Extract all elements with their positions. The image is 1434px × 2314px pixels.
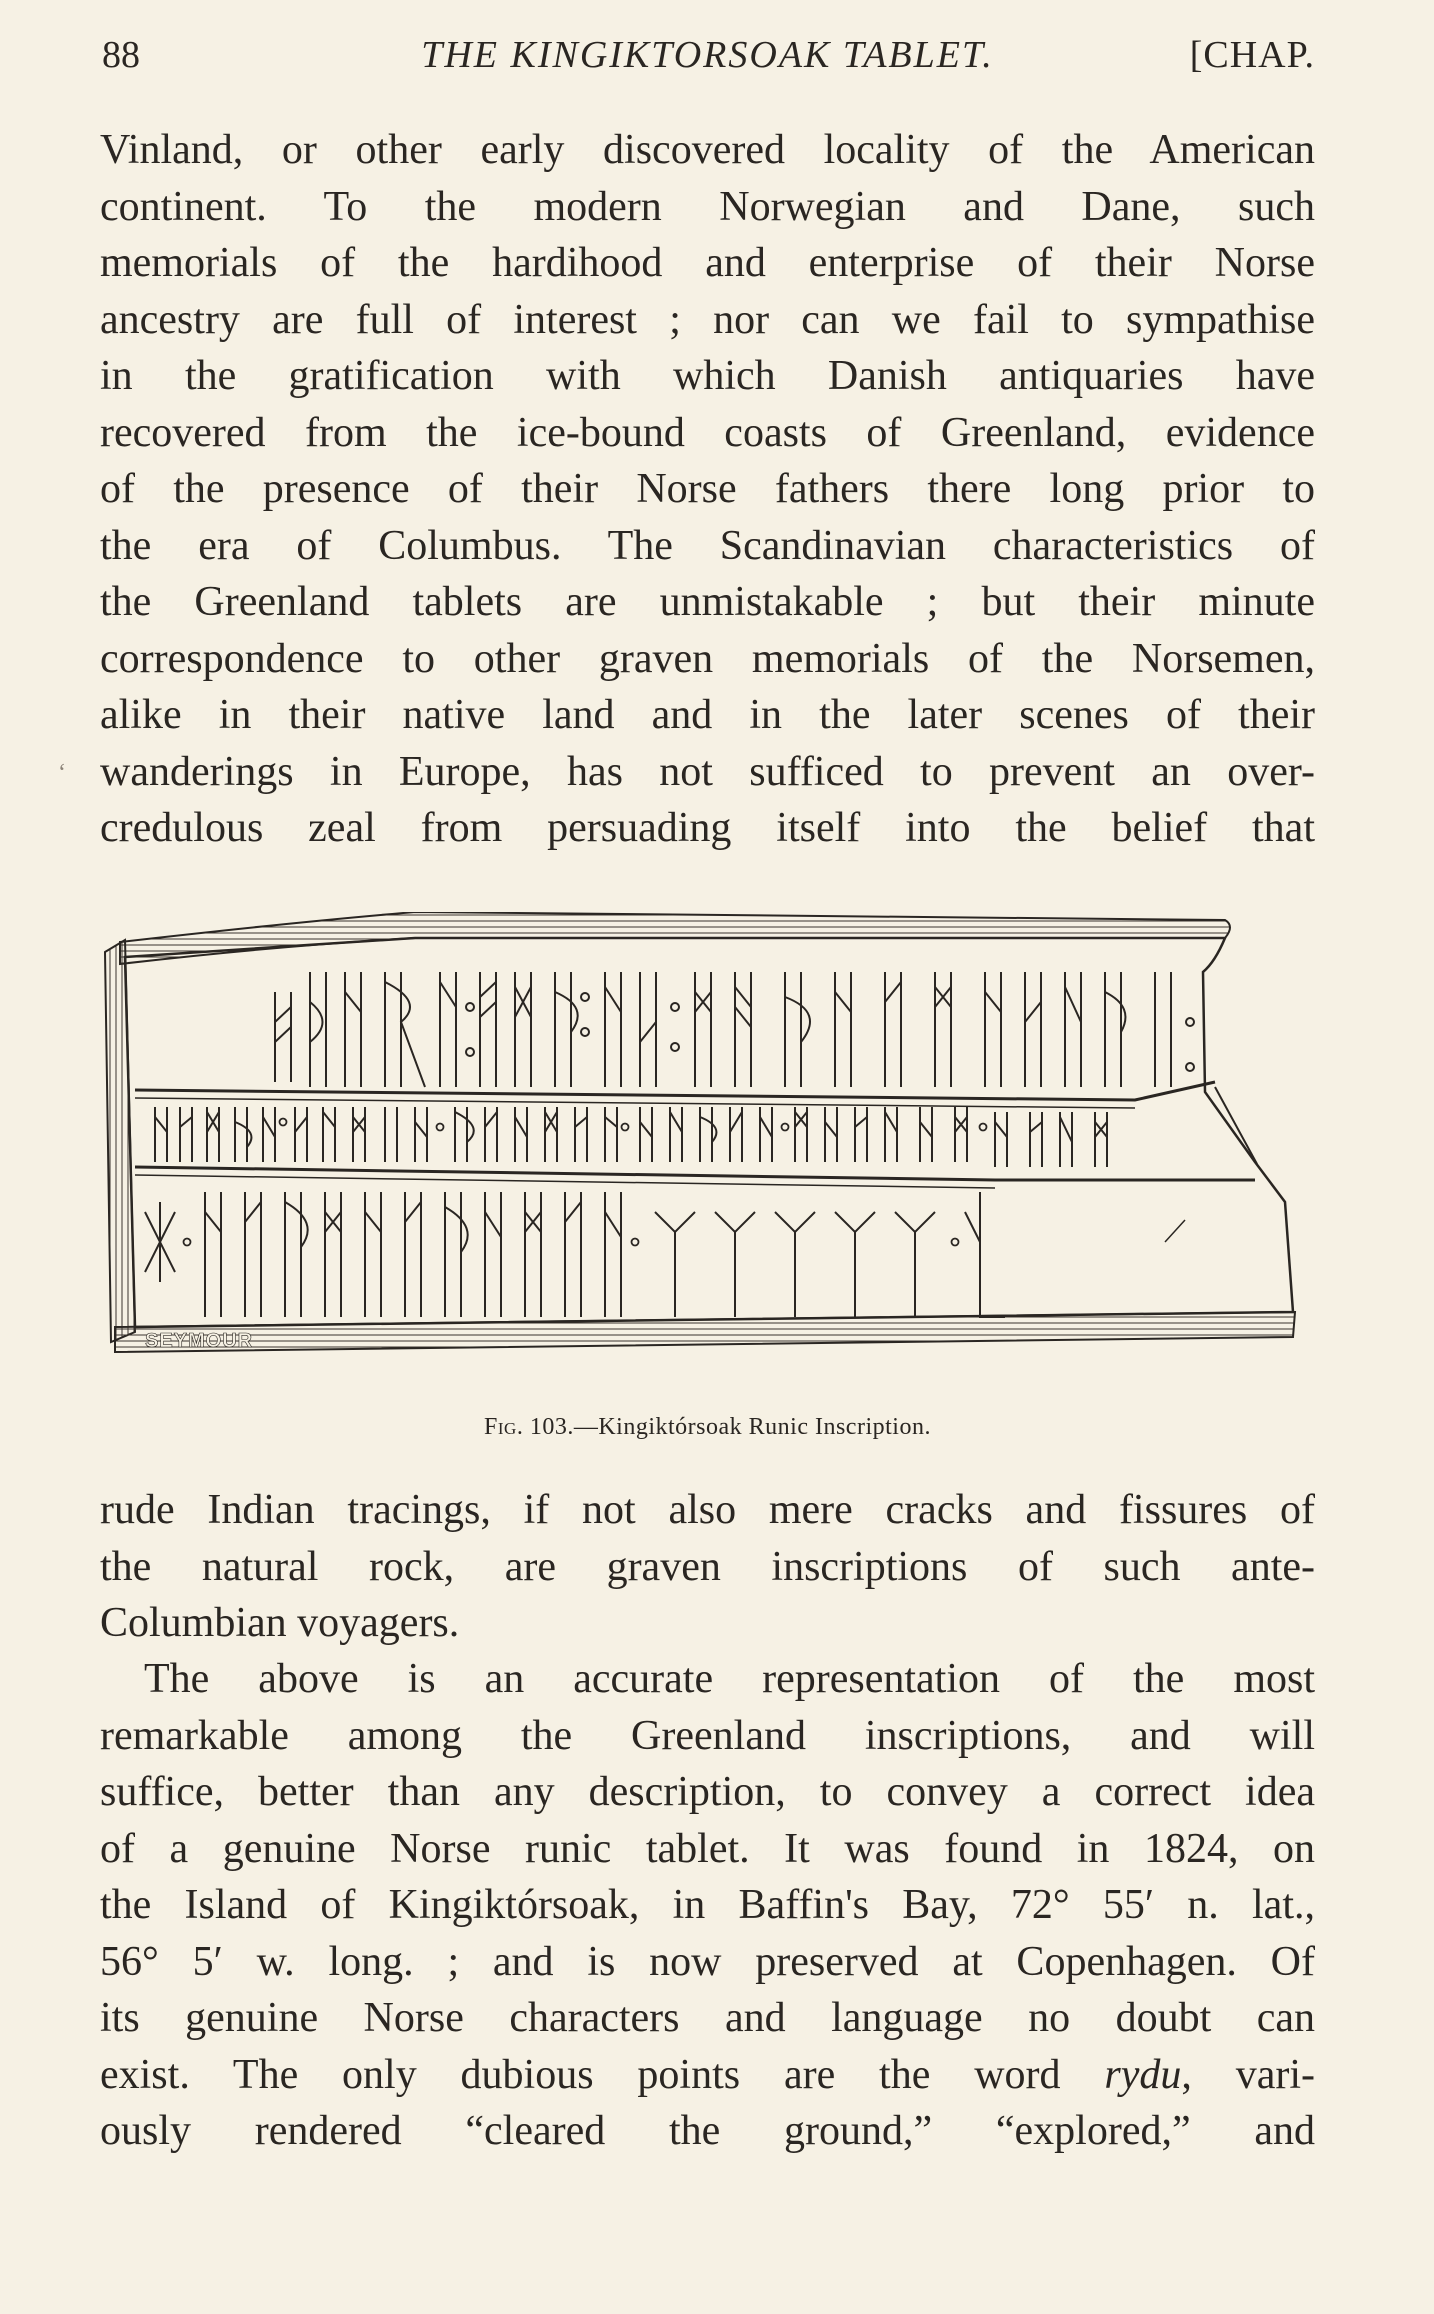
text-line: 56° 5′ w. long. ; and is now preserved at Copenhagen. Of <box>100 1938 1315 1985</box>
text-line: ously rendered “cleared the ground,” “explored,” and <box>100 2108 1315 2154</box>
text-line: suffice, better than any description, to convey a correct idea <box>100 1769 1315 1815</box>
figure-caption-text: —Kingiktórsoak Runic Inscription. <box>573 1414 931 1440</box>
text-line: the Greenland tablets are unmistakable ; but their minute <box>100 579 1315 625</box>
text-line: recovered from the ice-bound coasts of Greenland, evidence <box>100 409 1315 456</box>
text-line: memorials of the hardihood and enterprise of their Norse <box>100 240 1315 286</box>
text-line: alike in their native land and in the later scenes of their <box>100 692 1315 738</box>
italic-word: rydu <box>1104 2051 1182 2098</box>
text-segment: , vari- <box>1181 2051 1315 2098</box>
text-line: Columbian voyagers. <box>100 1600 460 1646</box>
text-line: the natural rock, are graven inscriptions of such ante- <box>100 1543 1315 1590</box>
margin-mark: ‘ <box>58 760 66 786</box>
text-line: Vinland, or other early discovered locality of the American <box>100 127 1315 173</box>
text-line: credulous zeal from persuading itself into the belief that <box>100 805 1315 851</box>
text-line: The above is an accurate representation of the most <box>144 1656 1315 1702</box>
text-line: the era of Columbus. The Scandinavian characteristics of <box>100 522 1315 569</box>
engraver-signature: SEYMOUR <box>145 1330 254 1352</box>
page-number: 88 <box>102 34 140 76</box>
text-line: of the presence of their Norse fathers there long prior to <box>100 466 1315 512</box>
text-line: of a genuine Norse runic tablet. It was found in 1824, on <box>100 1825 1315 1872</box>
paragraph-1 <box>100 122 1315 857</box>
text-line: the Island of Kingiktórsoak, in Baffin's Bay, 72° 55′ n. lat., <box>100 1882 1315 1928</box>
paragraph-3 <box>100 1651 1315 2160</box>
text-line: continent. To the modern Norwegian and Dane, such <box>100 183 1315 230</box>
text-line: remarkable among the Greenland inscriptions, and will <box>100 1712 1315 1759</box>
text-line: ancestry are full of interest ; nor can we fail to sympathise <box>100 296 1315 343</box>
paragraph-2 <box>100 1482 1315 1652</box>
text-segment: exist. The only dubious points are the word <box>100 2051 1105 2098</box>
runic-tablet-figure <box>95 912 1305 1372</box>
text-line: wanderings in Europe, has not sufficed to prevent an over- <box>100 748 1315 795</box>
text-line: in the gratification with which Danish antiquaries have <box>100 353 1315 399</box>
figure-label: Fig. 103. <box>484 1414 574 1440</box>
running-title: THE KINGIKTORSOAK TABLET. <box>421 34 994 76</box>
text-line: rude Indian tracings, if not also mere cracks and fissures of <box>100 1487 1315 1533</box>
figure-caption <box>100 1414 1315 1441</box>
running-header <box>100 30 1315 80</box>
runic-tablet-engraving <box>95 912 1305 1372</box>
chapter-marker: [CHAP. <box>1189 34 1315 76</box>
text-line: correspondence to other graven memorials of the Norsemen, <box>100 635 1315 682</box>
text-line: its genuine Norse characters and language no doubt can <box>100 1995 1315 2041</box>
text-line <box>100 2047 1315 2104</box>
